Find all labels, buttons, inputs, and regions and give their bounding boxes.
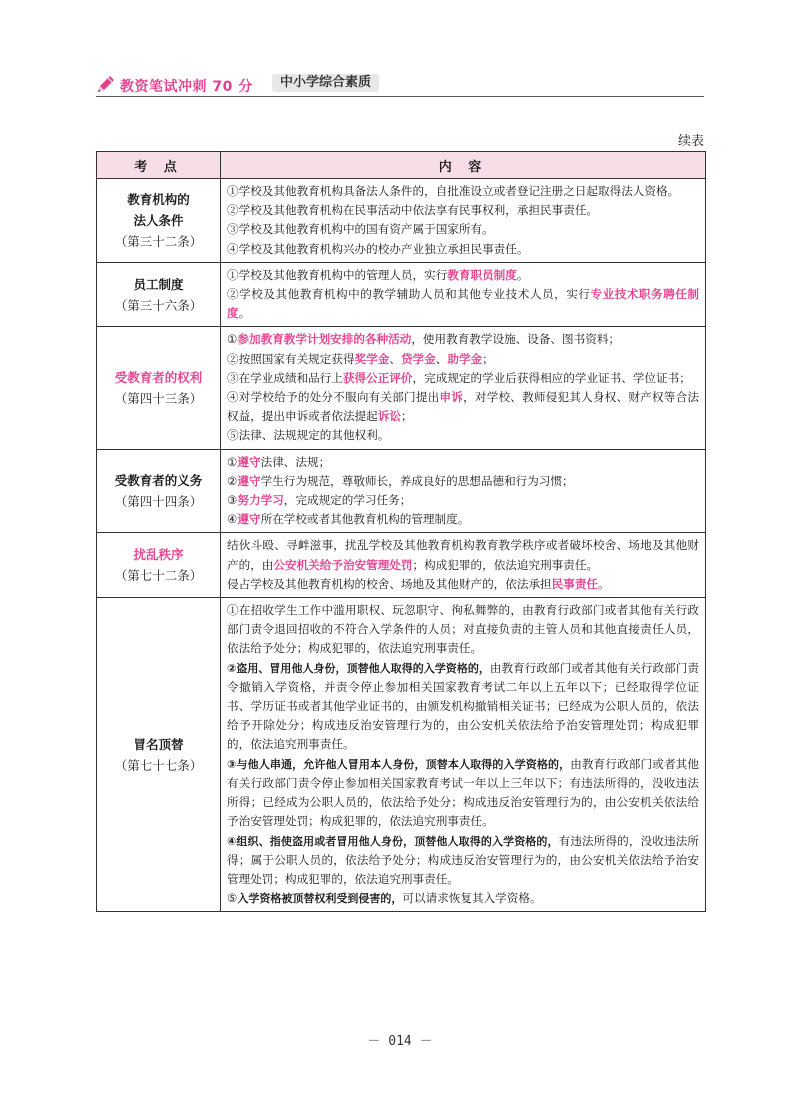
body-text: 。 xyxy=(516,267,529,282)
body-text: 。 xyxy=(598,576,610,591)
list-item xyxy=(227,285,699,323)
body-text: ，使用教育教学设施、设备、图书资料； xyxy=(411,332,621,347)
table-row xyxy=(97,449,706,533)
highlight-text: 奖学金 xyxy=(354,351,390,366)
topic-article: （第四十四条） xyxy=(114,494,203,510)
topic-article: （第四十三条） xyxy=(114,391,203,407)
body-text: ； xyxy=(482,351,494,366)
highlight-text: 遵守 xyxy=(237,512,261,527)
page-number: － 014 － xyxy=(367,1034,433,1049)
topic-cell xyxy=(97,533,221,598)
highlight-text: 贷学金 xyxy=(400,351,436,366)
highlight-text: 诉讼 xyxy=(377,409,401,424)
topic-cell xyxy=(97,327,221,449)
body-text: ②学校及其他教育机构中的教学辅助人员和其他专业技术人员，实行 xyxy=(227,287,591,302)
table-row xyxy=(97,598,706,912)
body-text: ，完成规定的学习任务； xyxy=(283,493,412,508)
table-body xyxy=(97,179,706,912)
body-text: ① xyxy=(227,332,238,347)
highlight-text: 申诉 xyxy=(439,390,464,405)
content-table xyxy=(96,151,706,912)
table-row xyxy=(97,327,706,449)
list-item xyxy=(227,536,699,574)
highlight-text: 努力学习 xyxy=(237,493,284,508)
body-text: 、 xyxy=(389,351,401,366)
list-item xyxy=(227,755,699,832)
body-text: 所在学校或者其他教育机构的管理制度。 xyxy=(260,512,470,527)
body-text: ① xyxy=(227,454,238,469)
body-text: ②按照国家有关规定获得 xyxy=(227,351,355,366)
content-cell xyxy=(221,449,706,533)
topic-cell xyxy=(97,179,221,263)
header-topic: 考 点 xyxy=(97,152,221,179)
list-item xyxy=(227,601,699,659)
continued-label: 续表 xyxy=(677,134,704,149)
body-text: ，对学校、教师侵犯其人身权、财产权等合法权益，提出申诉或者依法提起 xyxy=(227,390,699,424)
body-text: ② xyxy=(227,473,238,488)
content-cell xyxy=(221,262,706,327)
list-item xyxy=(227,182,699,201)
body-text: 法律、法规； xyxy=(260,454,331,469)
topic-name: 受教育者的权利 xyxy=(114,370,203,386)
body-text: 由教育行政部门或者其他有关行政部门责令撤销入学资格，并责令停止参加相关国家教育考试二年以上五年以下；已经取得学位证书、学历证书或者其他学业证书的，由颁发机构撤销相关证书；已经成为公职人员的，依法给予开除处分；构成违反治安管理行为的，由公安机关依法给予治安管理处罚；构成犯罪的，依法追究刑事责任。 xyxy=(227,660,699,752)
list-item xyxy=(227,491,699,510)
list-item xyxy=(227,369,699,388)
body-text: 有违法所得的，没收违法所得；属于公职人员的，依法给予处分；构成违反治安管理行为的，由公安机关依法给予治安管理处罚；构成犯罪的，依法追究刑事责任。 xyxy=(227,833,699,886)
body-text: 、 xyxy=(435,351,448,366)
list-item xyxy=(227,388,699,426)
list-item xyxy=(227,426,699,445)
highlight-text: 遵守 xyxy=(237,473,261,488)
list-item xyxy=(227,889,699,908)
body-text: ③学校及其他教育机构中的国有资产属于国家所有。 xyxy=(227,222,494,237)
body-text: ②学校及其他教育机构在民事活动中依法享有民事权利，承担民事责任。 xyxy=(227,203,599,218)
body-text: ；构成犯罪的，依法追究刑事责任。 xyxy=(412,557,599,572)
topic-article: （第三十二条） xyxy=(114,233,203,249)
table-row xyxy=(97,533,706,598)
topic-name: 教育机构的 xyxy=(127,191,190,207)
topic-article: （第七十七条） xyxy=(114,757,203,773)
header-content: 内 容 xyxy=(221,152,706,179)
highlight-text: 遵守 xyxy=(237,454,261,469)
list-item xyxy=(227,330,699,349)
topic-name: 员工制度 xyxy=(133,276,184,292)
body-text: 可以请求恢复其入学资格。 xyxy=(402,891,542,906)
highlight-text: 专业技术职务聘任制度 xyxy=(227,287,699,321)
body-text: 学生行为规范，尊敬师长，养成良好的思想品德和行为习惯； xyxy=(260,473,574,488)
bold-text: ③与他人串通，允许他人冒用本人身份，顶替本人取得的入学资格的， xyxy=(227,757,571,771)
table-row xyxy=(97,179,706,263)
list-item xyxy=(227,350,699,369)
topic-cell xyxy=(97,449,221,533)
topic-name: 法人条件 xyxy=(133,212,184,228)
list-item xyxy=(227,832,699,890)
list-item xyxy=(227,240,699,259)
content-cell xyxy=(221,179,706,263)
body-text: 由教育行政部门或者其他有关行政部门责令停止参加相关国家教育考试一年以上三年以下；有违法所得的，没收违法所得；已经成为公职人员的，依法给予处分；构成违反治安管理行为的，由公安机关依法给予治安管理处罚；构成犯罪的，依法追究刑事责任。 xyxy=(227,756,699,829)
body-text: ③在学业成绩和品行上 xyxy=(227,370,343,385)
body-text: ①学校及其他教育机构具备法人条件的，自批准设立或者登记注册之日起取得法人资格。 xyxy=(227,184,680,198)
body-text: ，完成规定的学业后获得相应的学业证书、学位证书； xyxy=(412,370,691,385)
topic-name: 受教育者的义务 xyxy=(114,473,203,489)
page-header xyxy=(96,74,704,97)
body-text: ①学校及其他教育机构中的管理人员，实行 xyxy=(227,267,448,282)
body-text: ； xyxy=(400,409,413,424)
list-item xyxy=(227,472,699,491)
body-text: ④学校及其他教育机构兴办的校办产业独立承担民事责任。 xyxy=(227,241,529,256)
header-title: 教资笔试冲刺 70 分 xyxy=(120,79,253,95)
body-text: ⑤ xyxy=(227,891,238,906)
highlight-text: 助学金 xyxy=(447,351,483,366)
body-text: 。 xyxy=(238,306,251,321)
topic-name: 扰乱秩序 xyxy=(133,547,184,563)
highlight-text: 参加教育教学计划安排的各种活动 xyxy=(237,332,412,347)
highlight-text: 民事责任 xyxy=(551,576,599,591)
body-text: 结伙斗殴、寻衅滋事，扰乱学校及其他教育机构教育教学秩序或者破坏校舍、场地及其他财产的，由 xyxy=(227,538,699,572)
body-text: ④对学校给予的处分不服向有关部门提出 xyxy=(227,390,440,405)
header-tag: 中小学综合素质 xyxy=(272,74,379,92)
body-text: ④ xyxy=(227,512,238,527)
bold-text: ②盗用、冒用他人身份，顶替他人取得的入学资格的， xyxy=(227,661,490,675)
topic-name: 冒名顶替 xyxy=(133,736,184,752)
highlight-text: 公安机关给予治安管理处罚 xyxy=(273,557,413,572)
body-text: ①在招收学生工作中滥用职权、玩忽职守、徇私舞弊的，由教育行政部门或者其他有关行政部门责令退回招收的不符合入学条件的人员；对直接负责的主管人员和其他直接责任人员，依法给予处分；构成犯罪的，依法追究刑事责任。 xyxy=(227,603,699,656)
list-item xyxy=(227,510,699,529)
topic-cell xyxy=(97,598,221,912)
list-item xyxy=(227,453,699,472)
pencil-icon xyxy=(96,74,116,94)
body-text: 侵占学校及其他教育机构的校舍、场地及其他财产的，依法承担 xyxy=(227,576,552,591)
highlight-text: 教育职员制度 xyxy=(447,267,517,282)
table-header-row xyxy=(97,152,706,179)
list-item xyxy=(227,201,699,220)
topic-article: （第七十二条） xyxy=(114,568,203,584)
list-item xyxy=(227,266,699,285)
topic-cell xyxy=(97,262,221,327)
highlight-text: 获得公正评价 xyxy=(342,370,413,385)
body-text: ⑤法律、法规规定的其他权利。 xyxy=(227,428,390,443)
list-item xyxy=(227,220,699,239)
list-item xyxy=(227,659,699,755)
table-row xyxy=(97,262,706,327)
content-cell xyxy=(221,533,706,598)
bold-text: 入学资格被顶替权利受到侵害的， xyxy=(237,892,403,906)
bold-text: ④组织、指使盗用或者冒用他人身份，顶替他人取得的入学资格的， xyxy=(227,834,559,848)
topic-article: （第三十六条） xyxy=(114,297,203,313)
list-item xyxy=(227,575,699,594)
content-cell xyxy=(221,327,706,449)
body-text: ③ xyxy=(227,493,238,508)
content-cell xyxy=(221,598,706,912)
